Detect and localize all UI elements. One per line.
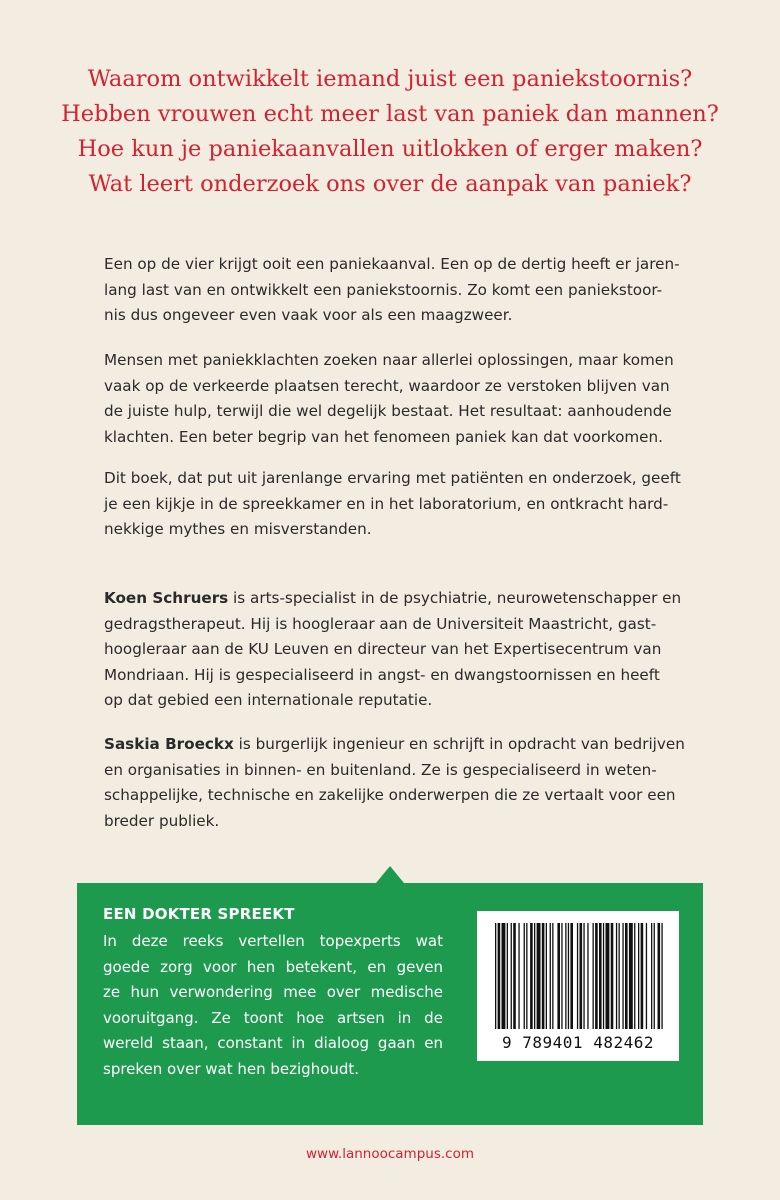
word: In [103, 932, 117, 950]
text-line: gedragstherapeut. Hij is hoogleraar aan de Universiteit Maastricht, gast- [104, 614, 657, 633]
cover-questions [0, 62, 780, 202]
barcode-bar [599, 923, 602, 1029]
word: wat [415, 932, 443, 950]
barcode-bar [583, 923, 584, 1029]
barcode-bar [561, 923, 562, 1029]
text-line: nekkige mythes en misverstanden. [104, 520, 372, 538]
question-line: Wat leert onderzoek ons over de aanpak van paniek? [88, 171, 692, 197]
barcode-bar [580, 923, 583, 1029]
barcode-bar [552, 923, 553, 1029]
word: wereld [103, 1034, 154, 1052]
series-line [103, 1031, 443, 1057]
series-line [103, 980, 443, 1006]
barcode-bar [654, 923, 655, 1029]
barcode-bar [611, 923, 614, 1029]
text-line: schappelijke, technische en zakelijke onderwerpen die ze vertaalt voor een [104, 786, 676, 804]
series-line [103, 1006, 443, 1032]
barcode-bar [603, 923, 604, 1029]
publisher-website-link[interactable]: www.lannoocampus.com [306, 1146, 474, 1162]
barcode-bar [646, 923, 647, 1029]
barcode-bar [593, 923, 594, 1029]
barcode-bar [606, 923, 610, 1029]
barcode-bar [557, 923, 560, 1029]
word: reeks [182, 932, 224, 950]
barcode-bar [622, 923, 623, 1029]
word: toont [243, 1008, 284, 1027]
barcode-bar [651, 923, 652, 1029]
word: de [424, 1008, 443, 1027]
word: Ze [211, 1008, 231, 1027]
text-line: en organisaties in binnen- en buitenland. Ze is gespecialiseerd in weten- [104, 760, 657, 779]
barcode-bar [511, 923, 512, 1029]
text-line: op dat gebied een internationale reputatie. [104, 691, 433, 709]
barcode-bar [634, 923, 635, 1029]
barcode-bars [477, 911, 679, 1033]
word: staan, [162, 1034, 209, 1052]
text-line: Dit boek, dat put uit jarenlange ervaring met patiënten en onderzoek, geeft [104, 469, 681, 487]
word: vooruitgang. [103, 1008, 199, 1027]
word: verwondering [169, 983, 273, 1001]
word: geven [396, 957, 443, 976]
question-line: Hoe kun je paniekaanvallen uitlokken of erger maken? [77, 136, 703, 162]
word: zorg [160, 957, 193, 976]
text-line: hoogleraar aan de KU Leuven en directeur van het Expertisecentrum van [104, 640, 662, 658]
isbn-number: 9 789401 482462 [502, 1033, 654, 1052]
word: over [326, 983, 361, 1001]
barcode-bar [570, 923, 573, 1029]
word: betekent, [285, 957, 357, 976]
barcode-bar [502, 923, 506, 1029]
barcode-bar [518, 923, 519, 1029]
bio-text: is burgerlijk ingenieur en schrijft in opdracht van bedrijven [233, 735, 685, 753]
question-line: Hebben vrouwen echt meer last van paniek dan mannen? [61, 101, 719, 127]
text-line: Mensen met paniekklachten zoeken naar allerlei oplossingen, maar komen [104, 351, 674, 369]
word: gaan [377, 1034, 416, 1052]
blurb-paragraph-1 [104, 252, 704, 329]
barcode-bar [568, 923, 569, 1029]
series-description [103, 929, 443, 1082]
word: in [291, 1034, 306, 1052]
barcode-bar [524, 923, 525, 1029]
text-line: lang last van en ontwikkelt een paniekstoornis. Zo komt een paniekstoor- [104, 280, 663, 299]
word: artsen [336, 1008, 385, 1027]
bio-text: is arts-specialist in de psychiatrie, neurowetenschapper en [228, 589, 682, 607]
series-line: spreken over wat hen bezighoudt. [103, 1059, 360, 1078]
text-line: je een kijkje in de spreekkamer en in het laboratorium, en ontkracht hard- [104, 494, 669, 513]
word: hun [130, 983, 160, 1001]
barcode-bar [507, 923, 508, 1029]
blurb-paragraph-2 [104, 348, 704, 450]
barcode-bar [542, 923, 545, 1029]
series-line [103, 929, 443, 955]
series-box [77, 883, 703, 1125]
word: medische [370, 983, 443, 1001]
author-name: Saskia Broeckx [104, 735, 234, 753]
barcode-bar [641, 923, 644, 1029]
text-line: breder publiek. [104, 811, 220, 830]
bio-first-line [104, 732, 704, 758]
question-line: Waarom ontwikkelt iemand juist een paniekstoornis? [87, 66, 693, 92]
word: hoe [296, 1008, 325, 1027]
text-line: Een op de vier krijgt ooit een paniekaanval. Een op de dertig heeft er jaren- [104, 255, 680, 273]
word: in [397, 1008, 412, 1027]
word: en [424, 1034, 443, 1052]
text-line: vaak op de verkeerde plaatsen terecht, waardoor ze verstoken blijven van [104, 376, 670, 395]
author-name: Koen Schruers [104, 589, 229, 607]
barcode-bar [526, 923, 527, 1029]
barcode-bar [629, 923, 633, 1029]
word: constant [217, 1034, 283, 1052]
author-bio-saskia [104, 732, 704, 834]
barcode-bar [577, 923, 578, 1029]
barcode-bar [537, 923, 541, 1029]
word: deze [131, 932, 168, 950]
word: vertellen [238, 932, 305, 950]
barcode-bar [550, 923, 551, 1029]
word: goede [103, 957, 150, 976]
text-line: de juiste hulp, terwijl die wel degelijk bestaat. Het resultaat: aanhoudende [104, 402, 672, 420]
barcode-bar [587, 923, 588, 1029]
word: ze [103, 983, 121, 1001]
text-line: nis dus ongeveer even vaak voor als een maagzweer. [104, 306, 513, 324]
text-line: Mondriaan. Hij is gespecialiseerd in angst- en dwangstoornissen en heeft [104, 665, 660, 684]
barcode-bar [565, 923, 566, 1029]
barcode-bar [546, 923, 547, 1029]
series-line [103, 955, 443, 981]
word: dialoog [314, 1034, 370, 1052]
word: mee [283, 983, 317, 1001]
barcode-bar [530, 923, 533, 1029]
barcode-bar [616, 923, 617, 1029]
barcode-bar [619, 923, 620, 1029]
word: en [367, 957, 387, 976]
barcode-bar [638, 923, 639, 1029]
bio-first-line [104, 586, 704, 612]
barcode-bar [495, 923, 496, 1029]
isbn-barcode [477, 911, 679, 1061]
barcode-bar [498, 923, 501, 1029]
author-bio-koen [104, 586, 704, 714]
word: voor [203, 957, 237, 976]
word: topexperts [319, 932, 401, 950]
barcode-bar [658, 923, 661, 1029]
series-title: EEN DOKTER SPREEKT [103, 905, 295, 923]
text-line: klachten. Een beter begrip van het fenomeen paniek kan dat voorkomen. [104, 427, 663, 446]
barcode-bar [513, 923, 516, 1029]
barcode-bar [625, 923, 628, 1029]
series-box-pointer [376, 866, 404, 883]
barcode-bar [595, 923, 598, 1029]
word: hen [246, 957, 276, 976]
barcode-bar [661, 923, 662, 1029]
blurb-paragraph-3 [104, 466, 704, 543]
barcode-bar [534, 923, 535, 1029]
